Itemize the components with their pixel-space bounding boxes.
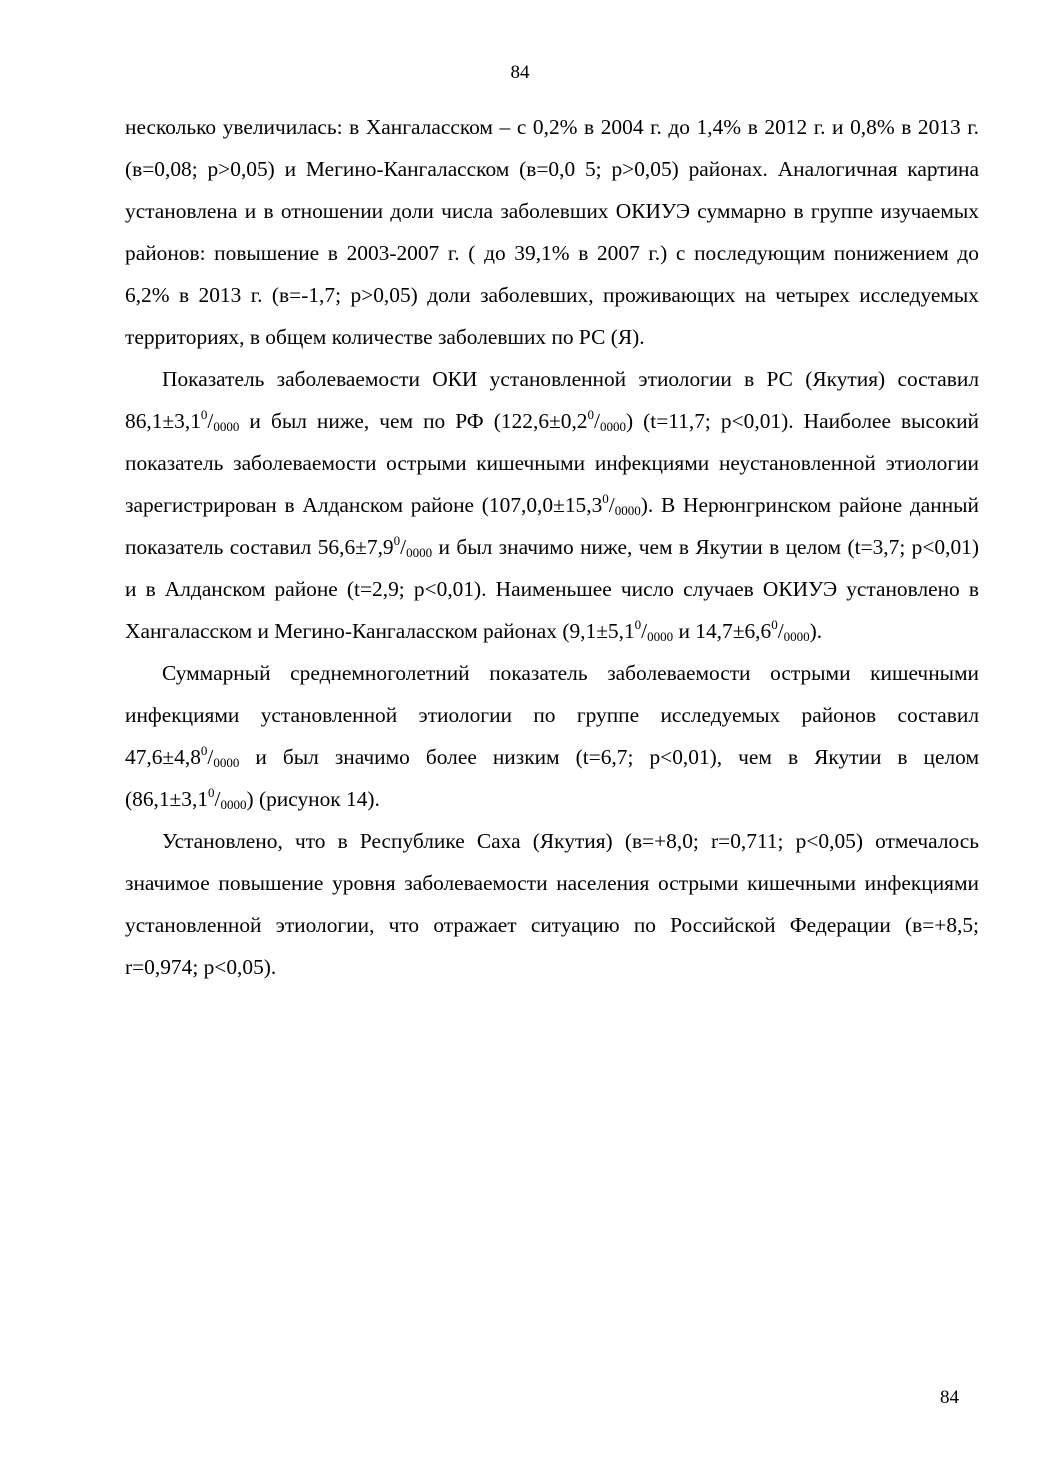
slash: / [207, 745, 214, 769]
paragraph-2-text: и 14,7±6,6 [673, 619, 772, 643]
slash: / [641, 619, 648, 643]
paragraph-2-text: и был значимо ниже, чем в Якутии в целом (t=3,7; р<0,01) и в Алданском районе (t=2,9; р<0,01). Наименьшее число случаев ОКИУЭ установлено в Хангаласском и Мегино-Кангаласском районах (9,1±5,1 [125, 535, 979, 643]
paragraph-2-text: ). В Нерюнгринском районе данный показатель составил 56,6±7,9 [125, 493, 979, 559]
superscript: 0 [602, 491, 609, 506]
paragraph-2-text: ) (t=11,7; р<0,01). Наиболее высокий показатель заболеваемости острыми кишечными инфекциями неустановленной этиологии зарегистрирован в Алданском районе (107,0,0±15,3 [125, 409, 980, 517]
superscript: 0 [393, 533, 401, 548]
subscript: 0000 [599, 419, 626, 434]
slash: / [608, 493, 615, 517]
subscript: 0000 [213, 419, 240, 434]
paragraph-1: несколько увеличилась: в Хангаласском – с 0,2% в 2004 г. до 1,4% в 2012 г. и 0,8% в 2013 г. (в=0,08; р>0,05) и Мегино-Кангаласском (в=0,0 5; р>0,05) районах. Аналогичная картина установлена и в отношении доли числа заболевших ОКИУЭ суммарно в группе изучаемых районов: повышение в 2003-2007 г. ( до 39,1% в 2007 г.) с последующим понижением до 6,2% в 2013 г. (в=-1,7; р>0,05) доли заболевших, проживающих на четырех исследуемых территориях, в общем количестве заболевших по РС (Я). [125, 115, 979, 349]
page-number-bottom: 84 [940, 1387, 959, 1408]
paragraph-2-text: и был ниже, чем по РФ (122,6±0,2 [239, 409, 588, 433]
slash: / [777, 619, 784, 643]
paragraph-3-text: Суммарный среднемноголетний показатель заболеваемости острыми кишечными инфекциями установленной этиологии по группе исследуемых районов составил 47,6±4,8 [125, 661, 979, 769]
subscript: 0000 [213, 755, 240, 770]
slash: / [400, 535, 407, 559]
superscript: 0 [200, 743, 208, 758]
subscript: 0000 [614, 503, 641, 518]
page-number-top: 84 [510, 62, 530, 83]
superscript: 0 [208, 785, 215, 800]
paragraph-3 [125, 652, 979, 820]
paragraph-3-text: и был значимо более низким (t=6,7; р<0,01), чем в Якутии в целом (86,1±3,1 [125, 745, 979, 811]
slash: / [594, 409, 600, 433]
subscript: 0000 [220, 797, 247, 812]
superscript: 0 [634, 617, 642, 632]
paragraph-2-text: Показатель заболеваемости ОКИ установленной этиологии в РС (Якутия) составил 86,1±3,1 [125, 367, 979, 433]
slash: / [214, 787, 221, 811]
slash: / [207, 409, 214, 433]
paragraph-3-text: ) (рисунок 14). [246, 787, 380, 811]
paragraph-2 [125, 358, 979, 652]
paragraph-2-text: ). [809, 619, 823, 643]
superscript: 0 [200, 407, 208, 422]
document-body [125, 106, 979, 988]
superscript: 0 [771, 617, 778, 632]
subscript: 0000 [783, 629, 810, 644]
subscript: 0000 [647, 629, 674, 644]
paragraph-4: Установлено, что в Республике Саха (Якутия) (в=+8,0; r=0,711; р<0,05) отмечалось значимое повышение уровня заболеваемости населения острыми кишечными инфекциями установленной этиологии, что отражает ситуацию по Российской Федерации (в=+8,5; r=0,974; р<0,05). [125, 829, 979, 979]
superscript: 0 [587, 407, 595, 422]
subscript: 0000 [406, 545, 433, 560]
